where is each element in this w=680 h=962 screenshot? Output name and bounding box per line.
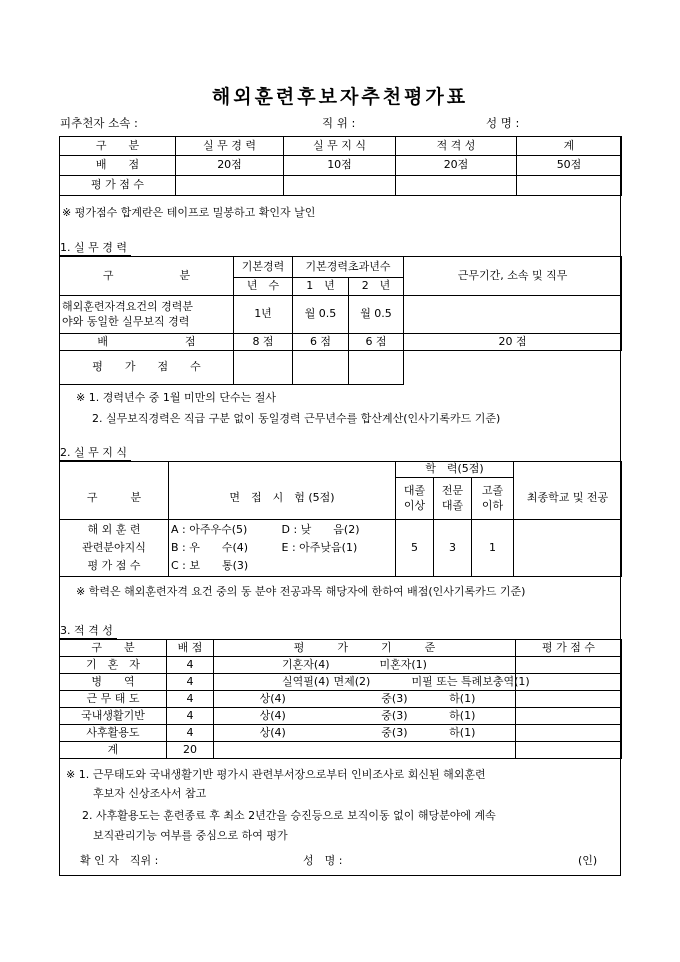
eligibility-criterion-1: 기혼자(4) (214, 657, 332, 674)
eligibility-total-criteria-blank (214, 742, 516, 759)
summary-eval-knowledge-cell[interactable] (284, 176, 396, 196)
eligibility-eval-cell[interactable] (516, 725, 622, 742)
summary-eval-eligibility-cell[interactable] (396, 176, 517, 196)
career-years-header: 년 수 (234, 278, 293, 296)
eligibility-row-label: 근 무 태 도 (60, 691, 167, 708)
knowledge-table (59, 461, 622, 577)
eligibility-row-score: 4 (167, 708, 214, 725)
summary-header-total: 계 (517, 137, 622, 156)
eligibility-criterion-1: 상(4) (214, 708, 332, 725)
knowledge-row-label1: 해 외 훈 련 (87, 523, 141, 536)
eligibility-criterion-3: 미필 또는 특례보충역(1) (410, 674, 516, 691)
knowledge-interview-top (169, 462, 396, 478)
eligibility-criterion-3: 하(1) (410, 691, 516, 708)
eligibility-eval-cell[interactable] (516, 657, 622, 674)
knowledge-row-label3: 평 가 점 수 (87, 559, 141, 572)
career-period-cell[interactable] (404, 296, 622, 334)
career-eval-blank (404, 351, 622, 385)
knowledge-gubun-top (60, 462, 169, 478)
eligibility-total-eval-cell[interactable] (516, 742, 622, 759)
career-score-year2: 6 점 (349, 334, 404, 351)
knowledge-school-top (514, 462, 622, 478)
knowledge-gubun-header: 구 분 (60, 478, 169, 520)
checker-name-label: 성 명 : (303, 854, 343, 867)
summary-header-gubun: 구 분 (60, 137, 176, 156)
grade-d: D : 낮 음(2) (281, 523, 360, 536)
knowledge-edu3-line1: 고졸 (481, 483, 504, 497)
eligibility-criterion-1: 상(4) (214, 691, 332, 708)
section3-heading: 3. 적 격 성 (60, 624, 117, 639)
career-score-total: 20 점 (404, 334, 622, 351)
career-row-label-line1: 해외훈련자격요건의 경력분 (62, 299, 194, 313)
summary-header-knowledge: 실 무 지 식 (284, 137, 396, 156)
eligibility-row-label: 사후활용도 (60, 725, 167, 742)
eligibility-criterion-1: 실역필(4) (214, 674, 332, 691)
career-note-1: ※ 1. 경력년수 중 1월 미만의 단수는 절사 (76, 391, 276, 404)
career-row-label-line2: 야와 동일한 실무보직 경력 (62, 314, 190, 328)
career-score-year1: 6 점 (293, 334, 349, 351)
knowledge-edu3-line2: 이하 (481, 498, 504, 512)
career-excess-header: 기본경력초과년수 (293, 257, 404, 278)
summary-header-eligibility: 적 격 성 (396, 137, 517, 156)
eligibility-total-label: 계 (60, 742, 167, 759)
document-title: 해외훈련후보자추천평가표 (211, 86, 469, 108)
summary-table (59, 136, 622, 196)
knowledge-edu2-score: 3 (434, 520, 472, 577)
eligibility-criterion-3: 하(1) (410, 708, 516, 725)
eligibility-eval-header: 평 가 점 수 (516, 640, 622, 657)
knowledge-edu2-line1: 전문 (441, 483, 464, 497)
knowledge-row-label (60, 520, 169, 577)
career-gubun-header: 구 분 (60, 257, 234, 296)
eligibility-criterion-2: 미혼자(1) (332, 657, 516, 674)
eligibility-score-header: 배 점 (167, 640, 214, 657)
eligibility-row-score: 4 (167, 691, 214, 708)
nominee-name-label: 성 명 : (486, 116, 520, 130)
summary-score-career: 20점 (176, 156, 284, 176)
eligibility-criterion-2: 면제(2) (332, 674, 410, 691)
knowledge-education-header: 학 력(5점) (396, 462, 514, 478)
career-eval-year1-cell[interactable] (293, 351, 349, 385)
knowledge-edu3-score: 1 (472, 520, 514, 577)
career-table (59, 256, 622, 385)
eligibility-note-1b: 후보자 신상조사서 참고 (93, 787, 207, 800)
nominee-position-label: 직 위 : (322, 116, 356, 130)
knowledge-school-header: 최종학교 및 전공 (514, 478, 622, 520)
grade-b: B : 우 수(4) (171, 541, 249, 554)
career-score-label: 배 점 (60, 334, 234, 351)
eligibility-row-label: 병 역 (60, 674, 167, 691)
summary-eval-total-cell[interactable] (517, 176, 622, 196)
knowledge-row-label2: 관련분야지식 (82, 541, 146, 554)
grade-e: E : 아주낮음(1) (281, 541, 358, 554)
career-year1-header: 1 년 (293, 278, 349, 296)
eligibility-row-score: 4 (167, 674, 214, 691)
grade-a: A : 아주우수(5) (171, 523, 248, 536)
knowledge-interview-header: 면 접 시 험 (5점) (169, 478, 396, 520)
seal-note: ※ 평가점수 합계란은 테이프로 밀봉하고 확인자 날인 (62, 206, 316, 219)
eligibility-eval-cell[interactable] (516, 691, 622, 708)
eligibility-note-1a: ※ 1. 근무태도와 국내생활기반 평가시 관련부서장으로부터 인비조사로 회신된 해외훈련 (66, 768, 486, 781)
knowledge-grades-left (169, 520, 280, 577)
eligibility-criteria-header: 평 가 기 준 (214, 640, 516, 657)
career-row-label (60, 296, 234, 334)
summary-eval-label: 평 가 점 수 (60, 176, 176, 196)
career-basic-header: 기본경력 (234, 257, 293, 278)
career-eval-year2-cell[interactable] (349, 351, 404, 385)
checker-seal: (인) (578, 854, 598, 867)
career-note-2: 2. 실무보직경력은 직급 구분 없이 동일경력 근무년수를 합산계산(인사기록카드 기준) (92, 412, 501, 425)
career-basic-value: 1년 (234, 296, 293, 334)
career-year2-header: 2 년 (349, 278, 404, 296)
summary-score-eligibility: 20점 (396, 156, 517, 176)
eligibility-criterion-2: 중(3) (332, 708, 410, 725)
career-score-basic: 8 점 (234, 334, 293, 351)
knowledge-note: ※ 학력은 해외훈련자격 요건 중의 동 분야 전공과목 해당자에 한하여 배점(인사기록카드 기준) (76, 585, 526, 598)
career-period-header: 근무기간, 소속 및 직무 (404, 257, 622, 296)
summary-score-total: 50점 (517, 156, 622, 176)
knowledge-school-cell[interactable] (514, 520, 622, 577)
eligibility-row-label: 기 혼 자 (60, 657, 167, 674)
knowledge-edu1-score: 5 (396, 520, 434, 577)
knowledge-edu2-line2: 대졸 (441, 498, 464, 512)
knowledge-grades-right (280, 520, 396, 577)
eligibility-total-score: 20 (167, 742, 214, 759)
checker-position-label: 확 인 자 직위 : (80, 854, 159, 867)
eligibility-note-2a: 2. 사후활용도는 훈련종료 후 최소 2년간을 승진등으로 보직이동 없이 해당분야에 계속 (82, 809, 496, 822)
eligibility-note-2b: 보직관리기능 여부를 중심으로 하여 평가 (93, 829, 288, 842)
knowledge-edu2-header (434, 478, 472, 520)
career-year2-value: 월 0.5 (349, 296, 404, 334)
eligibility-row-label: 국내생활기반 (60, 708, 167, 725)
nominee-affiliation-label: 피추천자 소속 : (60, 116, 138, 130)
summary-score-knowledge: 10점 (284, 156, 396, 176)
summary-header-career: 실 무 경 력 (176, 137, 284, 156)
eligibility-table (59, 639, 622, 759)
knowledge-edu1-line1: 대졸 (403, 483, 426, 497)
eligibility-gubun-header: 구 분 (60, 640, 167, 657)
eligibility-eval-cell[interactable] (516, 674, 622, 691)
knowledge-edu1-header (396, 478, 434, 520)
section2-heading: 2. 실 무 지 식 (60, 446, 131, 461)
summary-eval-career-cell[interactable] (176, 176, 284, 196)
grade-c: C : 보 통(3) (171, 559, 249, 572)
career-year1-value: 월 0.5 (293, 296, 349, 334)
eligibility-criterion-3: 하(1) (410, 725, 516, 742)
knowledge-edu1-line2: 이상 (403, 498, 426, 512)
career-eval-basic-cell[interactable] (234, 351, 293, 385)
career-eval-label: 평 가 점 수 (60, 351, 234, 385)
eligibility-criterion-1: 상(4) (214, 725, 332, 742)
section1-heading: 1. 실 무 경 력 (60, 241, 131, 256)
eligibility-criterion-2: 중(3) (332, 725, 410, 742)
knowledge-edu3-header (472, 478, 514, 520)
eligibility-row-score: 4 (167, 657, 214, 674)
eligibility-eval-cell[interactable] (516, 708, 622, 725)
summary-score-label: 배 점 (60, 156, 176, 176)
eligibility-row-score: 4 (167, 725, 214, 742)
eligibility-criterion-2: 중(3) (332, 691, 410, 708)
